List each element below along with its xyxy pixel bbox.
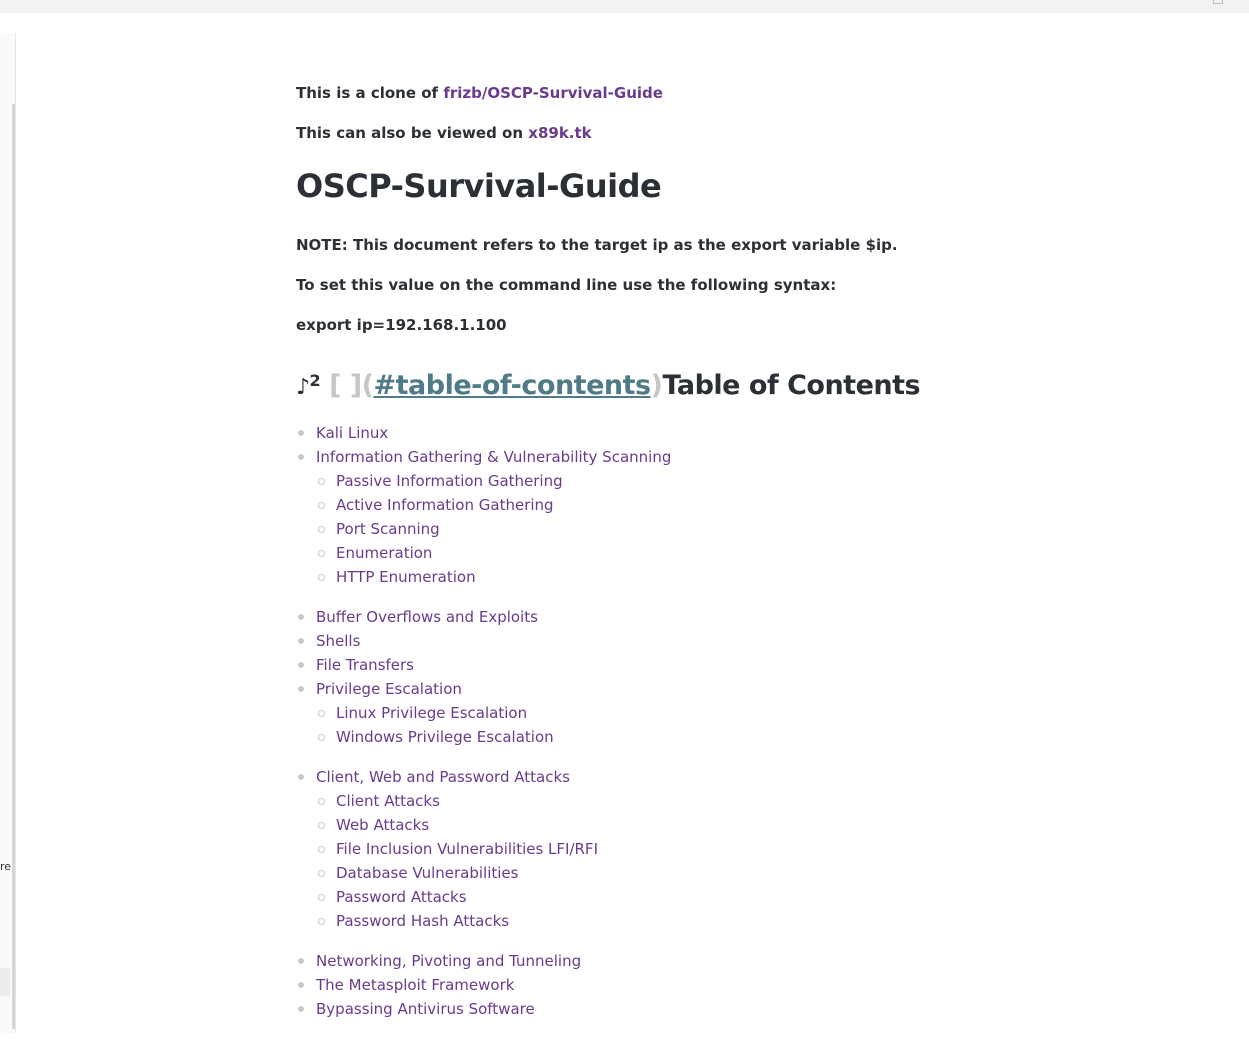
circle-bullet-icon [318, 478, 325, 485]
circle-bullet-icon [318, 822, 325, 829]
bullet-icon [298, 982, 304, 988]
toc-sublist-wrapper [296, 789, 1196, 933]
toc-subitem [296, 789, 1196, 813]
circle-bullet-icon [318, 918, 325, 925]
toc-sublink[interactable]: File Inclusion Vulnerabilities LFI/RFI [336, 840, 598, 858]
toc-sublist [296, 701, 1196, 749]
circle-bullet-icon [318, 550, 325, 557]
toc-subitem [296, 837, 1196, 861]
toc-link[interactable]: File Transfers [316, 656, 414, 674]
bullet-icon [298, 686, 304, 692]
toc-subitem [296, 813, 1196, 837]
page-title: OSCP-Survival-Guide [296, 167, 662, 205]
toc-item [296, 653, 1196, 677]
toc-item [296, 605, 1196, 629]
toc-item [296, 949, 1196, 973]
toc-link[interactable]: The Metasploit Framework [316, 976, 515, 994]
clone-prefix: This is a clone of [296, 84, 444, 102]
circle-bullet-icon [318, 710, 325, 717]
toc-link[interactable]: Information Gathering & Vulnerability Scanning [316, 448, 672, 466]
toc-link[interactable]: Client, Web and Password Attacks [316, 768, 570, 786]
toc-link[interactable]: Bypassing Antivirus Software [316, 1000, 535, 1018]
toc-link[interactable]: Buffer Overflows and Exploits [316, 608, 538, 626]
circle-bullet-icon [318, 574, 325, 581]
toc-link[interactable]: Privilege Escalation [316, 680, 462, 698]
bullet-icon [298, 1006, 304, 1012]
toc-link[interactable]: Kali Linux [316, 424, 389, 442]
toc-item [296, 997, 1196, 1021]
toc-sublist-wrapper [296, 469, 1196, 589]
circle-bullet-icon [318, 846, 325, 853]
toc-sublink[interactable]: Enumeration [336, 544, 433, 562]
toc-sublist [296, 789, 1196, 933]
toc-sublist [296, 469, 1196, 589]
bullet-icon [298, 774, 304, 780]
toc-sublink[interactable]: Database Vulnerabilities [336, 864, 519, 882]
music-note-icon: ♪ [296, 375, 310, 400]
toc-sublink[interactable]: Linux Privilege Escalation [336, 704, 528, 722]
circle-bullet-icon [318, 526, 325, 533]
circle-bullet-icon [318, 894, 325, 901]
toc-item [296, 445, 1196, 469]
toc-item [296, 421, 1196, 445]
note-text: NOTE: This document refers to the target ip as the export variable $ip. [296, 236, 898, 254]
window-top-bar [0, 0, 1249, 13]
toc-subitem [296, 565, 1196, 589]
bullet-icon [298, 638, 304, 644]
toc-link[interactable]: Networking, Pivoting and Tunneling [316, 952, 582, 970]
toc-subitem [296, 493, 1196, 517]
toc-subitem [296, 861, 1196, 885]
circle-bullet-icon [318, 734, 325, 741]
toc-subitem [296, 701, 1196, 725]
toc-subitem [296, 469, 1196, 493]
toc-close-bracket: ) [650, 370, 663, 401]
toc-subitem [296, 541, 1196, 565]
bullet-icon [298, 454, 304, 460]
viewed-link[interactable]: x89k.tk [528, 124, 592, 142]
toc-item [296, 973, 1196, 997]
toc-subitem [296, 909, 1196, 933]
toc-sublink[interactable]: HTTP Enumeration [336, 568, 476, 586]
toc-sublink[interactable]: Port Scanning [336, 520, 440, 538]
document-content [296, 84, 1196, 1021]
toc-list [296, 421, 1196, 1021]
set-value-text: To set this value on the command line use the following syntax: [296, 276, 837, 294]
viewed-prefix: This can also be viewed on [296, 124, 529, 142]
toc-sublink[interactable]: Passive Information Gathering [336, 472, 563, 490]
toc-link[interactable]: Shells [316, 632, 361, 650]
toc-heading-text: Table of Contents [662, 370, 921, 401]
toc-subitem [296, 517, 1196, 541]
toc-sublink[interactable]: Password Hash Attacks [336, 912, 510, 930]
circle-bullet-icon [318, 798, 325, 805]
clone-link[interactable]: frizb/OSCP-Survival-Guide [443, 84, 663, 102]
toc-item [296, 629, 1196, 653]
toc-subitem [296, 885, 1196, 909]
viewed-notice [296, 124, 1196, 143]
clone-notice [296, 84, 1196, 103]
left-panel-item[interactable] [0, 968, 10, 996]
bullet-icon [298, 614, 304, 620]
bullet-icon [298, 662, 304, 668]
restore-icon[interactable] [1213, 0, 1223, 4]
left-panel-cut-text: re [0, 860, 12, 873]
toc-sublink[interactable]: Password Attacks [336, 888, 467, 906]
export-command: export ip=192.168.1.100 [296, 316, 507, 334]
toc-sublink[interactable]: Active Information Gathering [336, 496, 554, 514]
toc-heading [296, 364, 1196, 405]
toc-open-bracket: [ ]( [320, 370, 374, 401]
bullet-icon [298, 430, 304, 436]
toc-subitem [296, 725, 1196, 749]
toc-anchor-link[interactable]: #table-of-contents [373, 370, 651, 401]
bullet-icon [298, 958, 304, 964]
toc-sublink[interactable]: Client Attacks [336, 792, 440, 810]
toc-item [296, 677, 1196, 701]
circle-bullet-icon [318, 870, 325, 877]
toc-sublink[interactable]: Windows Privilege Escalation [336, 728, 554, 746]
toc-superscript: 2 [309, 371, 321, 390]
left-panel-scrollbar[interactable] [12, 104, 15, 1029]
circle-bullet-icon [318, 502, 325, 509]
toc-item [296, 765, 1196, 789]
toc-sublist-wrapper [296, 701, 1196, 749]
toc-sublink[interactable]: Web Attacks [336, 816, 430, 834]
